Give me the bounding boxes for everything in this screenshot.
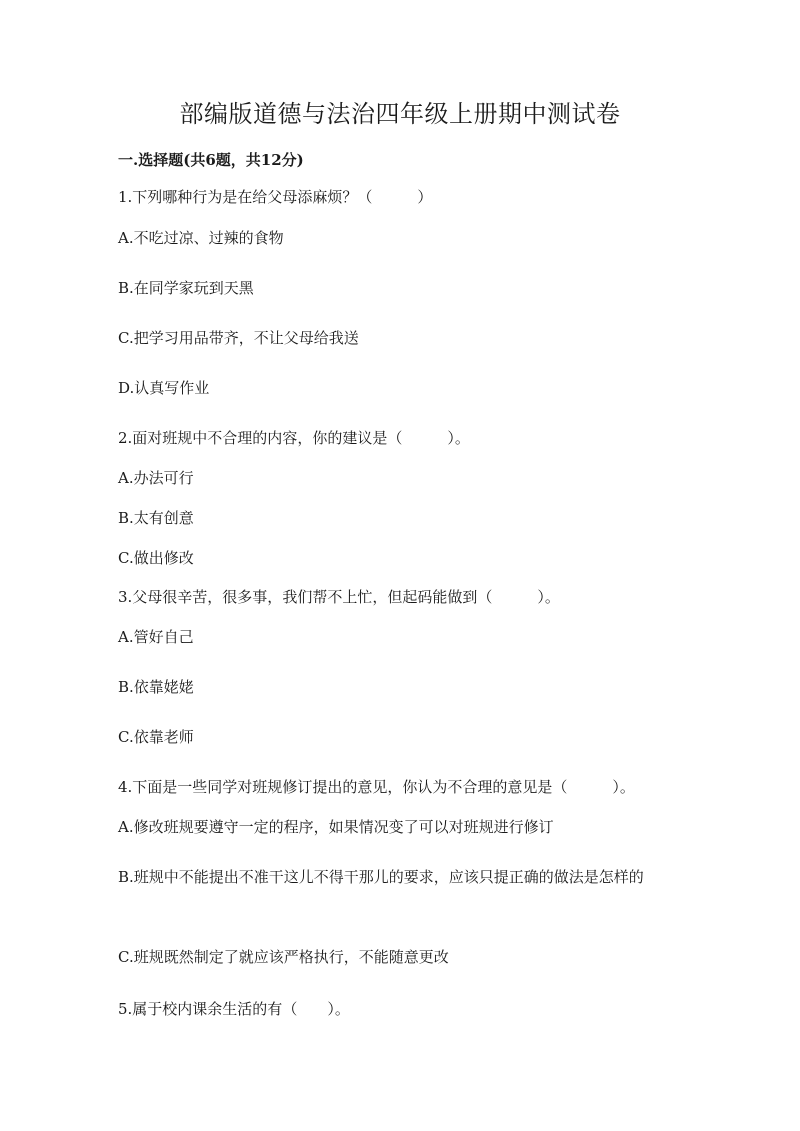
option-c: C.班规既然制定了就应该严格执行，不能随意更改	[118, 948, 449, 966]
option-d: D.认真写作业	[118, 379, 210, 397]
option-a: A.修改班规要遵守一定的程序，如果情况变了可以对班规进行修订	[118, 818, 554, 836]
question-stem: 4.下面是一些同学对班规修订提出的意见，你认为不合理的意见是（ ）。	[118, 778, 635, 796]
option-a: A.管好自己	[118, 628, 194, 646]
question-stem: 2.面对班规中不合理的内容，你的建议是（ ）。	[118, 429, 470, 447]
section-heading: 一.选择题(共6题，共12分)	[118, 151, 304, 169]
option-c: C.把学习用品带齐，不让父母给我送	[118, 329, 359, 347]
option-c: C.依靠老师	[118, 728, 194, 746]
question-stem: 1.下列哪种行为是在给父母添麻烦？（ ）	[118, 188, 433, 206]
option-b: B.在同学家玩到天黑	[118, 279, 254, 297]
question-stem: 5.属于校内课余生活的有（ ）。	[118, 1000, 350, 1018]
page-title: 部编版道德与法治四年级上册期中测试卷	[179, 100, 621, 128]
option-a: A.办法可行	[118, 469, 194, 487]
option-a: A.不吃过凉、过辣的食物	[118, 229, 284, 247]
option-b: B.太有创意	[118, 509, 194, 527]
question-stem: 3.父母很辛苦，很多事，我们帮不上忙，但起码能做到（ ）。	[118, 588, 560, 606]
option-b: B.班规中不能提出不准干这儿不得干那儿的要求，应该只提正确的做法是怎样的	[118, 868, 644, 886]
option-b: B.依靠姥姥	[118, 678, 194, 696]
option-c: C.做出修改	[118, 549, 194, 567]
